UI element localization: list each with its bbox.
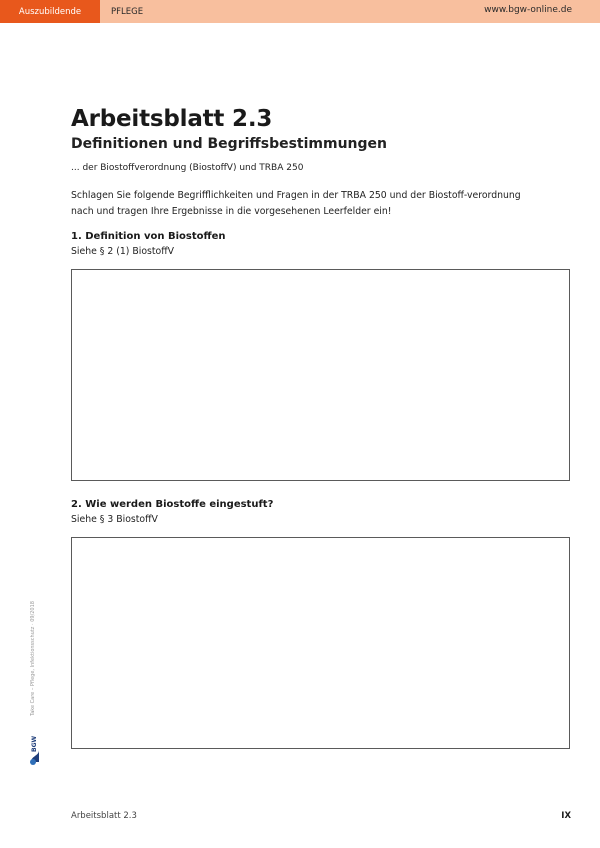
audience-tag: Auszubildende [0,0,100,23]
page-subtitle: Definitionen und Begriffsbestimmungen [71,136,387,152]
section-1-reference: Siehe § 2 (1) BiostoffV [71,246,174,257]
header-bar [0,0,600,23]
footer-label: Arbeitsblatt 2.3 [71,811,137,821]
page-title: Arbeitsblatt 2.3 [71,106,273,132]
instructions-text: Schlagen Sie folgende Begrifflichkeiten und Fragen in der TRBA 250 und der Biostoff-verordnung nach und tragen Ihre Ergebnisse in die vorgesehenen Leerfelder ein! [71,190,521,217]
section-2-reference: Siehe § 3 BiostoffV [71,514,158,525]
sidebar-note: Take Care – Pflege, Infektionsschutz · 09/2018 [30,601,36,716]
page-number: IX [561,811,571,821]
section-2-heading: 2. Wie werden Biostoffe eingestuft? [71,499,274,510]
section-1-heading: 1. Definition von Biostoffen [71,231,226,242]
answer-field-2[interactable] [71,537,570,749]
website-link[interactable]: www.bgw-online.de [484,5,572,15]
section-tag: PFLEGE [111,6,144,17]
bgw-logo-text: BGW [31,735,38,752]
source-line: ... der Biostoffverordnung (BiostoffV) und TRBA 250 [71,163,304,173]
answer-field-1[interactable] [71,269,570,481]
